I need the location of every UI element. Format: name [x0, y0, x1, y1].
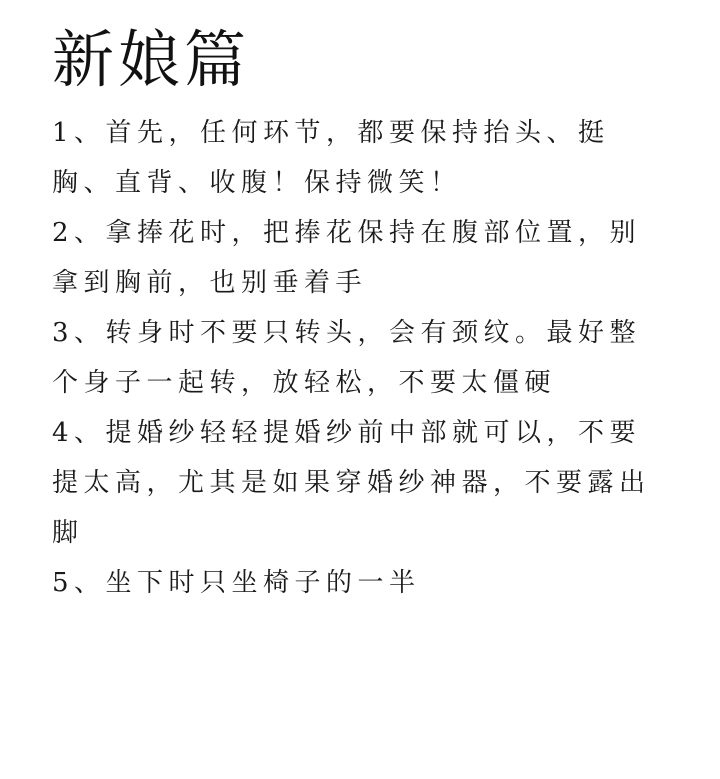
list-item: 1、首先，任何环节，都要保持抬头、挺胸、直背、收腹！保持微笑！ — [52, 118, 610, 198]
list-item: 5、坐下时只坐椅子的一半 — [52, 568, 421, 598]
page-title: 新娘篇 — [52, 23, 251, 96]
list-item: 3、转身时不要只转头，会有颈纹。最好整个身子一起转，放轻松，不要太僵硬 — [52, 318, 642, 398]
tips-list — [52, 108, 672, 608]
list-item: 2、拿捧花时，把捧花保持在腹部位置，别拿到胸前，也别垂着手 — [52, 218, 642, 298]
document-page — [52, 20, 672, 608]
list-item: 4、提婚纱轻轻提婚纱前中部就可以，不要提太高，尤其是如果穿婚纱神器，不要露出脚 — [52, 418, 651, 548]
